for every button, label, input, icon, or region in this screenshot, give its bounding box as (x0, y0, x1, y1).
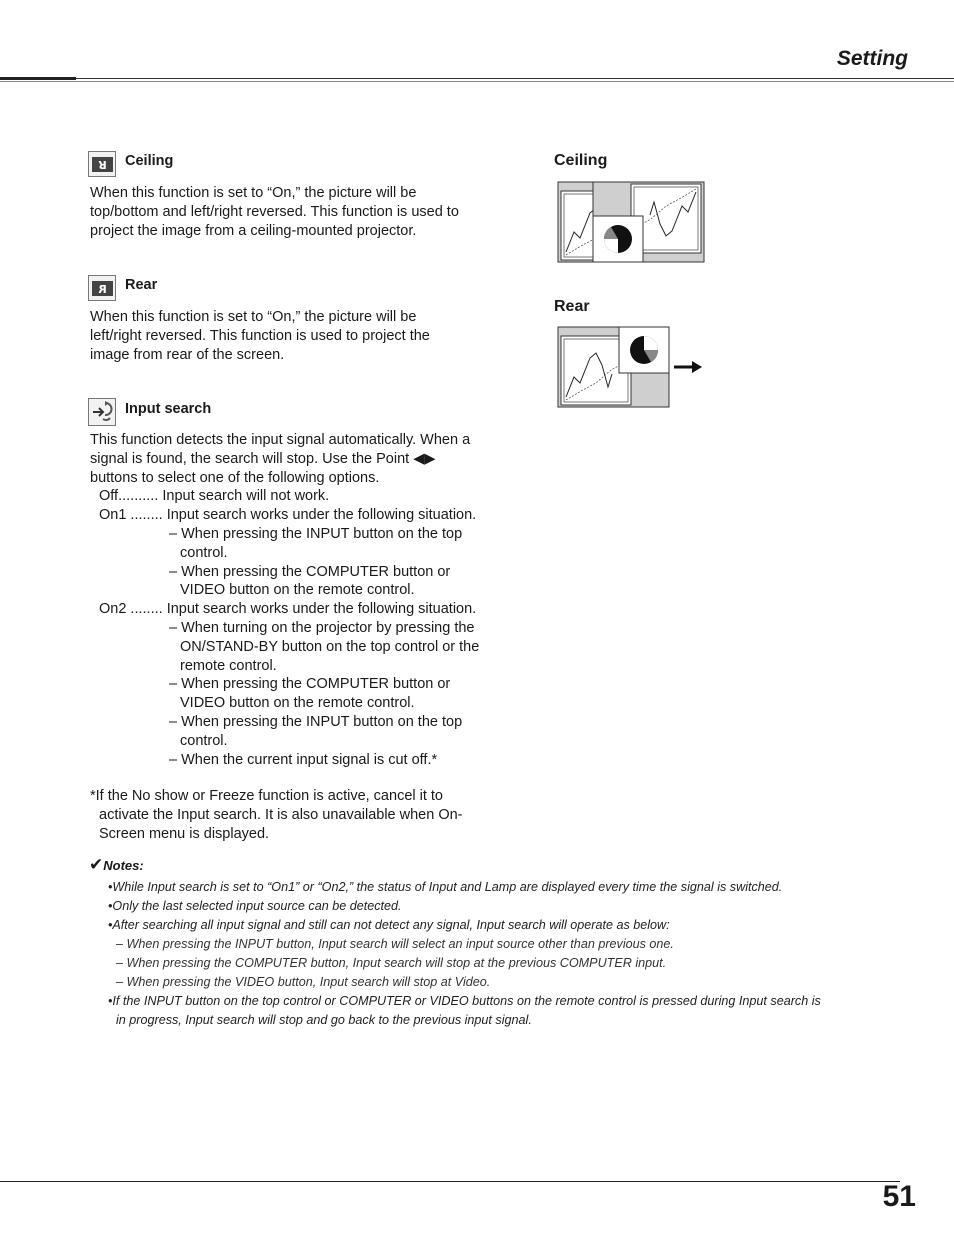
rear-r-icon (88, 275, 116, 301)
option-on2 (99, 600, 476, 619)
on2-conditions (169, 619, 519, 769)
text-line: buttons to select one of the following options. (90, 469, 380, 486)
notes-heading-text: Notes: (103, 858, 144, 873)
text-line: Screen menu is displayed. (99, 825, 270, 842)
svg-text:R: R (98, 158, 107, 171)
rear-title: Rear (125, 277, 158, 293)
note-item: •If the INPUT button on the top control or COMPUTER or VIDEO buttons on the remote control is pressed during Input search is (108, 994, 821, 1008)
on1-conditions (169, 525, 519, 600)
text-line: This function detects the input signal automatically. When a (90, 432, 471, 448)
rear-diagram (556, 325, 822, 416)
footer-rule (0, 1181, 900, 1182)
header-rule (76, 78, 954, 79)
note-subitem: – When pressing the VIDEO button, Input search will stop at Video. (116, 975, 491, 989)
text-line: activate the Input search. It is also unavailable when On- (99, 806, 463, 823)
section-title: Setting (836, 47, 908, 70)
condition-line: control. (180, 732, 228, 749)
text-line: project the image from a ceiling-mounted projector. (90, 222, 417, 239)
note-subitem: – When pressing the COMPUTER button, Input search will stop at the previous COMPUTER input. (116, 956, 667, 970)
checkmark-icon: ✔ (89, 855, 104, 874)
text-line: left/right reversed. This function is used to project the (90, 327, 430, 344)
header-rule-thick (0, 77, 76, 80)
rear-diagram-label: Rear (554, 298, 590, 315)
option-label: Off.......... (99, 488, 159, 504)
option-off (99, 487, 329, 506)
notes-heading (89, 855, 144, 875)
ceiling-description (90, 184, 459, 240)
condition-line: – When pressing the COMPUTER button or (169, 676, 451, 693)
ceiling-r-icon (88, 151, 116, 177)
option-desc: Input search works under the following situation. (166, 507, 477, 523)
condition-line: – When pressing the INPUT button on the top (169, 526, 463, 542)
condition-line: – When pressing the INPUT button on the top (169, 713, 463, 730)
text-line: *If the No show or Freeze function is active, cancel it to (90, 788, 443, 804)
note-item: •While Input search is set to “On1” or “On2,” the status of Input and Lamp are displayed every time the signal is switched. (108, 880, 783, 894)
ceiling-title: Ceiling (125, 153, 174, 169)
condition-line: VIDEO button on the remote control. (180, 695, 415, 712)
ceiling-diagram (556, 180, 822, 271)
condition-line: VIDEO button on the remote control. (180, 582, 415, 599)
input-search-icon (88, 398, 116, 424)
rear-description (90, 308, 430, 364)
svg-text:R: R (98, 283, 107, 296)
condition-line: remote control. (180, 657, 277, 674)
condition-line: – When pressing the COMPUTER button or (169, 563, 451, 580)
note-item: •After searching all input signal and still can not detect any signal, Input search will operate as below: (108, 918, 670, 932)
text-line: When this function is set to “On,” the picture will be (90, 185, 417, 201)
condition-line: ON/STAND-BY button on the top control or the (180, 638, 480, 655)
condition-line: – When turning on the projector by pressing the (169, 620, 475, 636)
notes-list (108, 878, 898, 1030)
ceiling-screen-image (593, 182, 704, 262)
ceiling-diagram-label: Ceiling (554, 152, 608, 169)
option-on1 (99, 506, 476, 525)
text-line: top/bottom and left/right reversed. This function is used to (90, 203, 459, 220)
option-desc: Input search will not work. (162, 488, 330, 504)
note-item-continued: in progress, Input search will stop and go back to the previous input signal. (116, 1013, 532, 1027)
text-line: signal is found, the search will stop. Use the Point ◀▶ (90, 450, 436, 467)
option-desc: Input search works under the following situation. (166, 601, 477, 617)
note-subitem: – When pressing the INPUT button, Input search will select an input source other than previous one. (116, 937, 674, 951)
footnote (90, 787, 463, 843)
input-search-title: Input search (125, 401, 212, 417)
option-label: On1 ........ (99, 507, 163, 523)
input-search-intro (90, 431, 470, 487)
normal-screen-image (558, 327, 669, 407)
text-line: image from rear of the screen. (90, 346, 285, 363)
option-label: On2 ........ (99, 601, 163, 617)
text-line: When this function is set to “On,” the picture will be (90, 309, 417, 325)
page-number: 51 (882, 1180, 916, 1213)
condition-line: control. (180, 544, 228, 561)
condition-line: – When the current input signal is cut off.* (169, 751, 438, 768)
header-rule-lower (0, 81, 954, 82)
note-item: •Only the last selected input source can be detected. (108, 899, 402, 913)
